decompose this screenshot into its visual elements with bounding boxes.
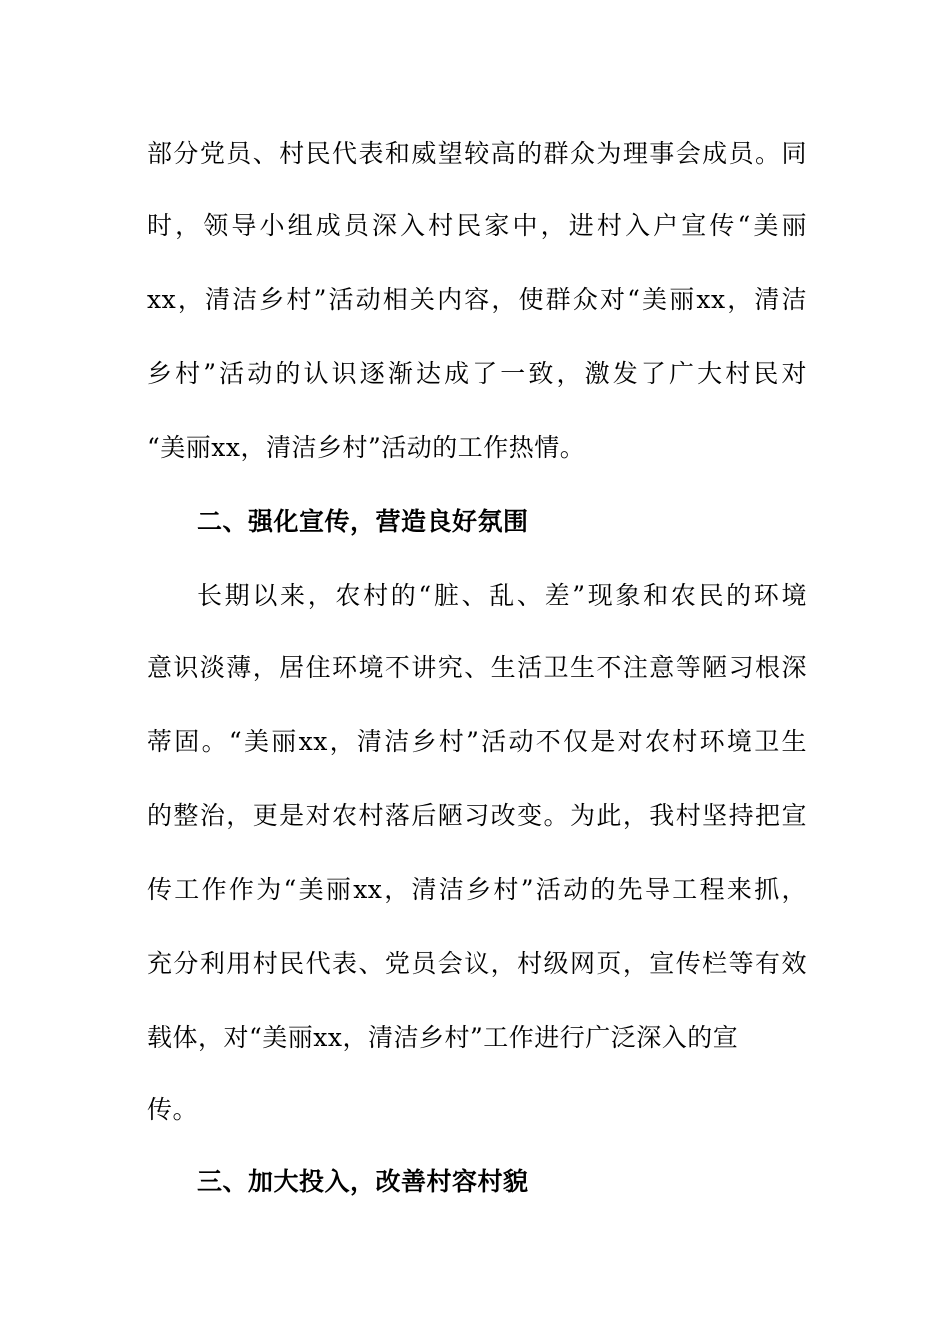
paragraph-line: 蒂固。“美丽xx，清洁乡村”活动不仅是对农村环境卫生: [147, 727, 807, 756]
paragraph-line: “美丽xx，清洁乡村”活动的工作热情。: [147, 433, 586, 462]
paragraph-line: 充分利用村民代表、党员会议，村级网页，宣传栏等有效: [147, 949, 807, 978]
paragraph-line: 的整治，更是对农村落后陋习改变。为此，我村坚持把宣: [147, 801, 807, 830]
paragraph-line: 意识淡薄，居住环境不讲究、生活卫生不注意等陋习根深: [147, 653, 807, 682]
paragraph-line: xx，清洁乡村”活动相关内容，使群众对“美丽xx，清洁: [147, 285, 807, 314]
paragraph-line: 长期以来，农村的“脏、乱、差”现象和农民的环境: [197, 581, 807, 610]
paragraph-line: 传工作作为“美丽xx，清洁乡村”活动的先导工程来抓，: [147, 875, 807, 904]
paragraph-line: 部分党员、村民代表和威望较高的群众为理事会成员。同: [147, 139, 807, 168]
paragraph-line: 载体，对“美丽xx，清洁乡村”工作进行广泛深入的宣: [147, 1023, 739, 1052]
paragraph-line: 乡村”活动的认识逐渐达成了一致，激发了广大村民对: [147, 359, 807, 388]
section-heading: 二、强化宣传，营造良好氛围: [197, 507, 529, 536]
section-heading: 三、加大投入，改善村容村貌: [197, 1167, 529, 1196]
paragraph-line: 传。: [147, 1095, 199, 1124]
paragraph-line: 时，领导小组成员深入村民家中，进村入户宣传“美丽: [147, 211, 807, 240]
